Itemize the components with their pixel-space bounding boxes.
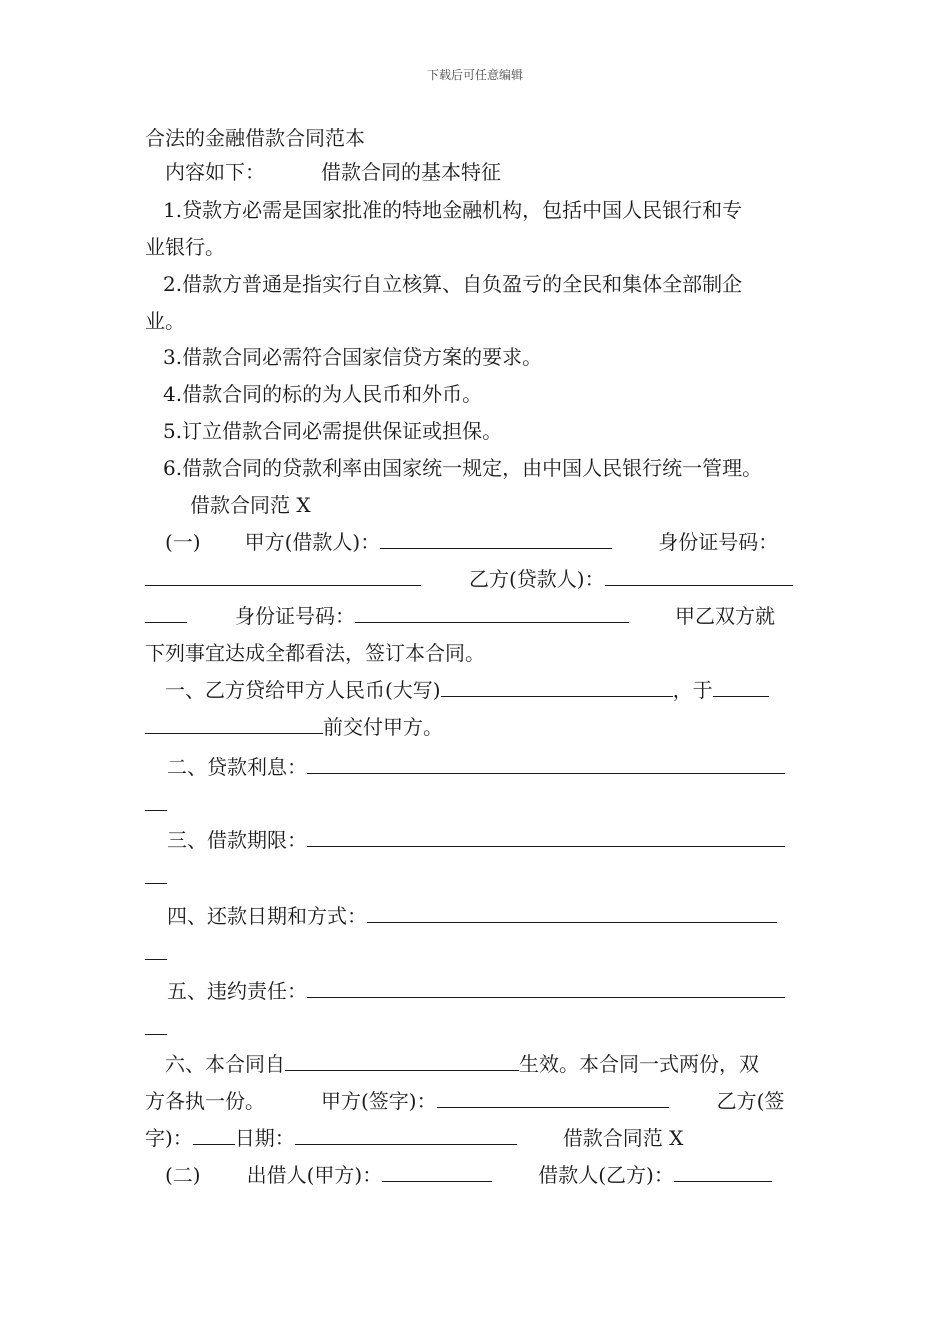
term-blank-cont[interactable]	[145, 863, 167, 884]
effective-date-blank[interactable]	[285, 1050, 519, 1071]
borrower-blank[interactable]	[674, 1161, 772, 1182]
party-b-sign-label-cont: 字)：	[145, 1126, 193, 1150]
clause-1-label: 一、乙方贷给甲方人民币(大写)	[165, 678, 441, 702]
clause-2-label: 二、贷款利息：	[167, 755, 307, 779]
clause-6-line-2	[145, 1087, 784, 1115]
clause-6-copies: 方各执一份。	[145, 1089, 265, 1113]
amount-blank[interactable]	[441, 676, 673, 697]
sample-1-title: 借款合同范 X	[190, 493, 311, 517]
basic-features-heading: 借款合同的基本特征	[321, 160, 501, 184]
clause-4-label: 四、还款日期和方式：	[167, 904, 367, 928]
item-1-line-2: 业银行。	[145, 235, 225, 259]
item-5: 5.订立借款合同必需提供保证或担保。	[163, 419, 503, 443]
lender-blank[interactable]	[382, 1161, 492, 1182]
clause-3-label: 三、借款期限：	[167, 828, 307, 852]
clause-1-tail: 前交付甲方。	[323, 715, 443, 739]
clause-2-cont	[145, 790, 167, 818]
agreement-text-a: 甲乙双方就	[675, 604, 775, 628]
item-1-line-1: 1.贷款方必需是国家批准的特地金融机构，包括中国人民银行和专	[163, 198, 743, 222]
date-blank[interactable]	[295, 1124, 517, 1145]
sample-1-number: (一)	[165, 530, 201, 554]
lender-label: 出借人(甲方)：	[246, 1163, 383, 1187]
clause-2-line	[167, 753, 785, 781]
clause-3-line	[167, 826, 785, 854]
term-blank[interactable]	[307, 826, 785, 847]
clause-3-cont	[145, 863, 167, 891]
sample-1-party-a-line	[165, 528, 778, 556]
item-2-line-2: 业。	[145, 309, 185, 333]
liability-blank-cont[interactable]	[145, 1014, 167, 1035]
party-b-sign-label: 乙方(签	[716, 1089, 785, 1113]
document-title: 合法的金融借款合同范本	[145, 126, 365, 150]
clause-1-line-2	[145, 713, 443, 741]
item-4: 4.借款合同的标的为人民币和外币。	[163, 382, 483, 406]
party-a-label: 甲方(借款人)：	[244, 530, 381, 554]
clause-1-comma: ，于	[672, 678, 713, 702]
party-b-blank-cont[interactable]	[145, 602, 187, 623]
id-number-blank-2[interactable]	[355, 602, 629, 623]
intro-line	[165, 158, 501, 186]
id-number-label-2: 身份证号码：	[235, 604, 355, 628]
sample-2-number: (二)	[165, 1163, 201, 1187]
date-label: 日期：	[234, 1126, 295, 1150]
item-6: 6.借款合同的贷款利率由国家统一规定，由中国人民银行统一管理。	[163, 456, 763, 480]
party-b-label: 乙方(贷款人)：	[469, 567, 605, 591]
sample-1-party-b-line	[145, 565, 793, 593]
sample-2-title: 借款合同范 X	[562, 1126, 684, 1150]
borrower-label: 借款人(乙方)：	[538, 1163, 674, 1187]
clause-6-line-1	[165, 1050, 759, 1078]
interest-blank[interactable]	[307, 753, 785, 774]
sample-1-id-line	[145, 602, 775, 630]
repayment-blank[interactable]	[367, 902, 777, 923]
clause-5-line	[167, 977, 785, 1005]
party-b-blank[interactable]	[605, 565, 793, 586]
liability-blank[interactable]	[307, 977, 785, 998]
sample-2-parties-line	[165, 1161, 772, 1189]
id-number-blank-1[interactable]	[145, 565, 421, 586]
party-a-sign-label: 甲方(签字)：	[321, 1089, 437, 1113]
interest-blank-cont[interactable]	[145, 790, 167, 811]
date-blank-a[interactable]	[713, 676, 769, 697]
clause-6-text: 生效。本合同一式两份，双	[519, 1052, 759, 1076]
agreement-text-b: 下列事宜达成全都看法，签订本合同。	[145, 641, 485, 665]
clause-5-label: 五、违约责任：	[167, 979, 307, 1003]
id-number-label-1: 身份证号码：	[658, 530, 779, 554]
clause-4-cont	[145, 939, 167, 967]
item-2-line-1: 2.借款方普通是指实行自立核算、自负盈亏的全民和集体全部制企	[163, 272, 743, 296]
clause-6-label: 六、本合同自	[165, 1052, 285, 1076]
clause-4-line	[167, 902, 777, 930]
clause-1-line-1	[165, 676, 769, 704]
party-a-blank[interactable]	[380, 528, 612, 549]
repayment-blank-cont[interactable]	[145, 939, 167, 960]
clause-5-cont	[145, 1014, 167, 1042]
intro-label: 内容如下：	[165, 160, 265, 184]
party-b-sign-blank[interactable]	[193, 1124, 235, 1145]
item-3: 3.借款合同必需符合国家信贷方案的要求。	[163, 345, 543, 369]
date-blank-b[interactable]	[145, 713, 323, 734]
page-header-note: 下载后可任意编辑	[426, 68, 523, 82]
party-a-sign-blank[interactable]	[437, 1087, 669, 1108]
clause-6-line-3	[145, 1124, 683, 1152]
